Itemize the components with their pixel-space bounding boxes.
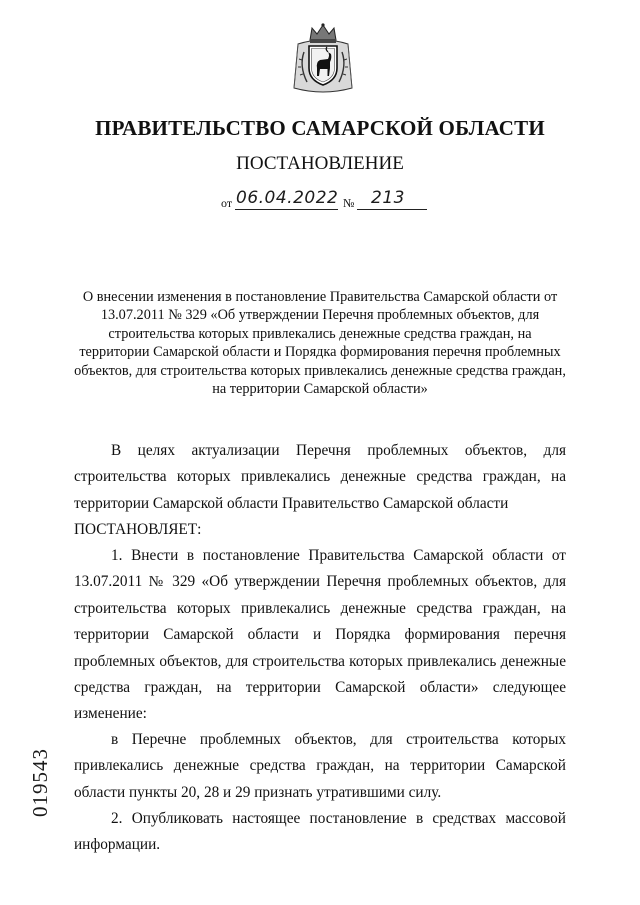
- registration-number: 019543: [28, 748, 52, 817]
- item-2-paragraph: [74, 806, 566, 859]
- date-label: от: [221, 196, 233, 210]
- document-type: ПОСТАНОВЛЕНИЕ: [236, 153, 404, 174]
- preamble-paragraph: [74, 438, 566, 517]
- item-1-change-text: в Перечне проблемных объектов, для строительства которых привлекались денежные средства граждан, на территории Самарской области пункты 20, 28 и 29 признать утратившими силу.: [74, 731, 566, 801]
- item-2-text: 2. Опубликовать настоящее постановление в средствах массовой информации.: [74, 810, 566, 854]
- government-title: ПРАВИТЕЛЬСТВО САМАРСКОЙ ОБЛАСТИ: [95, 116, 545, 140]
- number-value: 213: [371, 188, 405, 208]
- resolves-text: ПОСТАНОВЛЯЕТ:: [74, 521, 202, 538]
- document-subject: О внесении изменения в постановление Правительства Самарской области от 13.07.2011 № 329 «Об утверждении Перечня проблемных объектов, для строительства которых привлекались денежные средства граждан, на территории Самарской области и Порядка формирования перечня проблемных объектов, для строительства которых привлекались денежные средства граждан, на территории Самарской области»: [74, 289, 566, 398]
- number-underline: [357, 209, 427, 210]
- document-number-line: [221, 190, 441, 212]
- item-1-change-paragraph: [74, 727, 566, 806]
- resolves-heading: [74, 517, 566, 543]
- coat-of-arms-icon: [290, 22, 356, 96]
- date-underline: [235, 209, 338, 210]
- item-1-text: 1. Внести в постановление Правительства Самарской области от 13.07.2011 № 329 «Об утверждении Перечня проблемных объектов, для строительства которых привлекались денежные средства граждан, на территории Самарской области и Порядка формирования перечня проблемных объектов, для строительства которых привлекались денежные средства граждан, на территории Самарской области» следующее изменение:: [74, 547, 566, 723]
- item-1-paragraph: [74, 543, 566, 728]
- date-value: 06.04.2022: [236, 188, 339, 208]
- preamble-text: В целях актуализации Перечня проблемных объектов, для строительства которых привлекались денежные средства граждан, на территории Самарской области Правительство Самарской области: [74, 442, 566, 512]
- number-label: №: [343, 196, 355, 210]
